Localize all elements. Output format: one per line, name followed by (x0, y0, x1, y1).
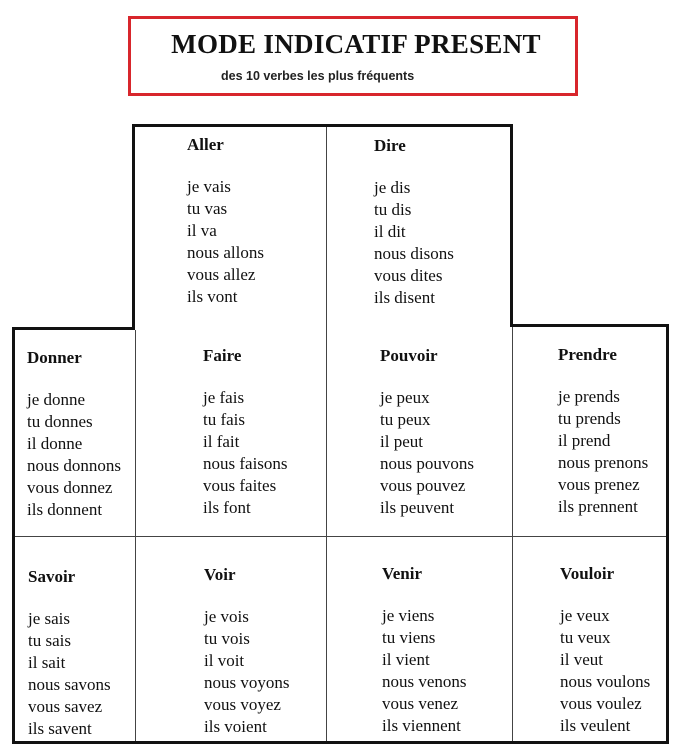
conjugation: nous faisons (203, 454, 288, 473)
row-divider (15, 536, 666, 537)
conjugation: ils vont (187, 287, 238, 306)
conjugation: je sais (28, 609, 71, 628)
conjugation: je fais (203, 388, 245, 407)
conjugation: je veux (560, 606, 610, 625)
conjugation: tu veux (560, 628, 611, 647)
main-block-top-left-border (12, 327, 135, 330)
conjugation: je vois (204, 607, 249, 626)
main-block-top-right-border (510, 324, 669, 327)
conjugation: vous dites (374, 266, 443, 285)
conjugation: il veut (560, 650, 603, 669)
conjugation: tu fais (203, 410, 246, 429)
conjugation: vous voulez (560, 694, 642, 713)
verb-cell-prendre (558, 344, 648, 518)
verb-name: Aller (187, 135, 224, 154)
top-block-left-border (132, 124, 135, 330)
conjugation: je donne (27, 390, 86, 409)
conjugation: vous pouvez (380, 476, 466, 495)
conjugation: ils voient (204, 717, 267, 736)
top-block-right-border (510, 124, 513, 327)
verb-cell-pouvoir (380, 345, 474, 519)
conjugation: ils veulent (560, 716, 631, 735)
conjugation: je vais (187, 177, 231, 196)
main-block-right-border (666, 324, 669, 744)
column-divider-3 (512, 327, 513, 741)
conjugation: nous prenons (558, 453, 649, 472)
conjugation: vous faites (203, 476, 277, 495)
conjugation: nous voulons (560, 672, 651, 691)
conjugation: ils font (203, 498, 251, 517)
conjugation: il dit (374, 222, 406, 241)
conjugation: vous allez (187, 265, 256, 284)
page-subtitle: des 10 verbes les plus fréquents (221, 69, 415, 83)
conjugation: tu sais (28, 631, 71, 650)
conjugation: nous voyons (204, 673, 290, 692)
conjugation: il fait (203, 432, 240, 451)
conjugation: vous prenez (558, 475, 640, 494)
conjugation: il donne (27, 434, 83, 453)
top-block-top-border (132, 124, 513, 127)
verb-name: Voir (204, 565, 236, 584)
verb-name: Dire (374, 136, 406, 155)
verb-cell-aller (187, 134, 264, 308)
verb-cell-venir (382, 563, 467, 737)
conjugation: il sait (28, 653, 66, 672)
main-block-bottom-border (12, 741, 669, 744)
column-divider-1 (135, 330, 136, 741)
conjugation: ils disent (374, 288, 435, 307)
conjugation: ils donnent (27, 500, 103, 519)
conjugation: je dis (374, 178, 411, 197)
verb-cell-donner (27, 347, 121, 521)
conjugation: vous donnez (27, 478, 113, 497)
conjugation: vous savez (28, 697, 103, 716)
conjugation: tu donnes (27, 412, 93, 431)
conjugation: je viens (382, 606, 435, 625)
conjugation: ils peuvent (380, 498, 455, 517)
verb-name: Donner (27, 348, 82, 367)
conjugation: ils viennent (382, 716, 461, 735)
conjugation: nous venons (382, 672, 467, 691)
conjugation: nous donnons (27, 456, 121, 475)
verb-name: Savoir (28, 567, 76, 586)
conjugation: tu viens (382, 628, 436, 647)
verb-cell-savoir (28, 566, 111, 740)
conjugation: nous allons (187, 243, 264, 262)
conjugation: tu peux (380, 410, 431, 429)
title-box (128, 16, 578, 96)
conjugation: vous voyez (204, 695, 281, 714)
conjugation: il prend (558, 431, 611, 450)
conjugation: ils prennent (558, 497, 638, 516)
conjugation: tu vas (187, 199, 228, 218)
verb-name: Prendre (558, 345, 617, 364)
conjugation: il peut (380, 432, 423, 451)
conjugation: tu dis (374, 200, 412, 219)
conjugation: tu vois (204, 629, 250, 648)
conjugation: ils savent (28, 719, 92, 738)
conjugation: tu prends (558, 409, 621, 428)
verb-cell-vouloir (560, 563, 650, 737)
top-block-divider (326, 127, 327, 327)
column-divider-2 (326, 327, 327, 741)
conjugation: il va (187, 221, 217, 240)
conjugation: nous pouvons (380, 454, 474, 473)
verb-cell-faire (203, 345, 288, 519)
verb-name: Faire (203, 346, 242, 365)
verb-name: Pouvoir (380, 346, 438, 365)
conjugation: nous disons (374, 244, 454, 263)
verb-name: Vouloir (560, 564, 615, 583)
verb-cell-voir (204, 564, 289, 738)
conjugation: je prends (558, 387, 620, 406)
verb-name: Venir (382, 564, 422, 583)
conjugation: vous venez (382, 694, 459, 713)
page-title: MODE INDICATIF PRESENT (171, 29, 541, 59)
conjugation: nous savons (28, 675, 111, 694)
conjugation: il voit (204, 651, 245, 670)
verb-cell-dire (374, 135, 454, 309)
conjugation: il vient (382, 650, 430, 669)
conjugation: je peux (380, 388, 430, 407)
